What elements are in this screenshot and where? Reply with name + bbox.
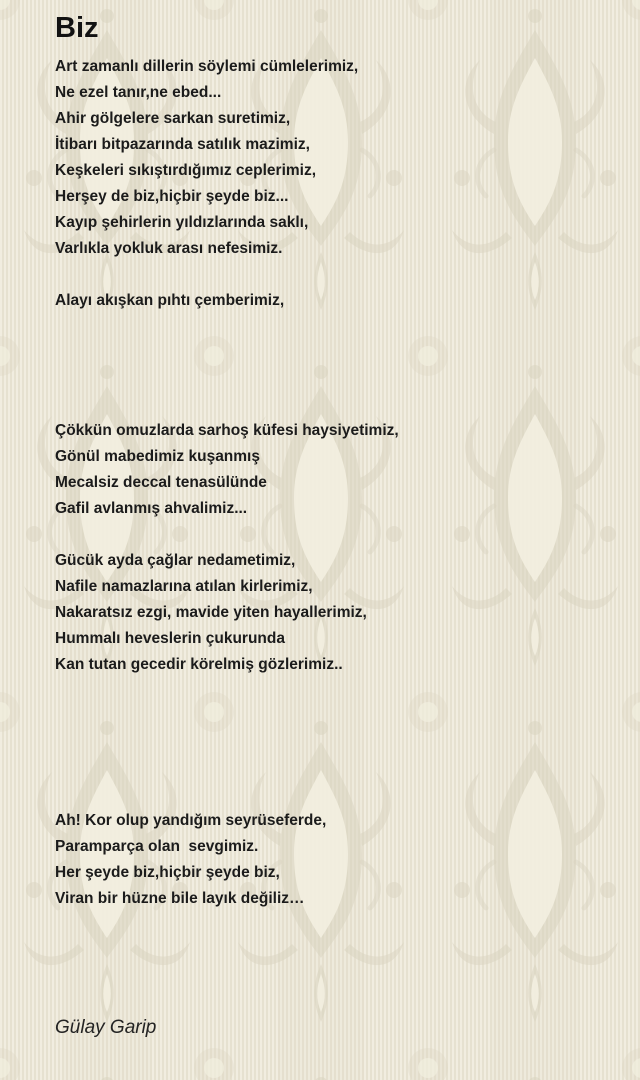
poem-line (55, 340, 610, 366)
poem-line: Alayı akışkan pıhtı çemberimiz, (55, 292, 285, 309)
poem-line: Nakaratsız ezgi, mavide yiten hayallerimiz, (55, 604, 367, 621)
poem-line: Hummalı heveslerin çukurunda (55, 630, 285, 647)
poem-line: Ahir gölgelere sarkan suretimiz, (55, 110, 291, 127)
poem-line: Herşey de biz,hiçbir şeyde biz... (55, 188, 289, 205)
poem-line: Gücük ayda çağlar nedametimiz, (55, 552, 296, 569)
poem-line: Nafile namazlarına atılan kirlerimiz, (55, 578, 313, 595)
poem-line: Art zamanlı dillerin söylemi cümlelerimiz, (55, 58, 359, 75)
poem-line: Mecalsiz deccal tenasülünde (55, 474, 267, 491)
poem-body (55, 54, 610, 912)
poem-title: Biz (55, 12, 99, 44)
poem-line (55, 678, 610, 704)
poem-line: Viran bir hüzne bile layık değiliz… (55, 890, 305, 907)
poem-author: Gülay Garip (55, 1017, 157, 1038)
poem-line (55, 704, 610, 730)
poem-line (55, 730, 610, 756)
poem-line (55, 314, 610, 340)
poem-line: Paramparça olan sevgimiz. (55, 838, 259, 855)
poem-line: Ah! Kor olup yandığım seyrüseferde, (55, 812, 327, 829)
poem-line: Varlıkla yokluk arası nefesimiz. (55, 240, 283, 257)
poem-line: Kan tutan gecedir körelmiş gözlerimiz.. (55, 656, 343, 673)
poem-line: Ne ezel tanır,ne ebed... (55, 84, 222, 101)
poem-line (55, 392, 610, 418)
poem-line: İtibarı bitpazarında satılık mazimiz, (55, 136, 310, 153)
poem-line: Her şeyde biz,hiçbir şeyde biz, (55, 864, 280, 881)
poem-line (55, 756, 610, 782)
poem-line (55, 366, 610, 392)
poem-line: Gönül mabedimiz kuşanmış (55, 448, 260, 465)
poem-line: Keşkeleri sıkıştırdığımız ceplerimiz, (55, 162, 317, 179)
poem-line: Gafil avlanmış ahvalimiz... (55, 500, 248, 517)
poem-line (55, 782, 610, 808)
poem-line: Kayıp şehirlerin yıldızlarında saklı, (55, 214, 309, 231)
poem-line (55, 262, 610, 288)
poem-line: Çökkün omuzlarda sarhoş küfesi haysiyetimiz, (55, 422, 399, 439)
poem-line (55, 522, 610, 548)
